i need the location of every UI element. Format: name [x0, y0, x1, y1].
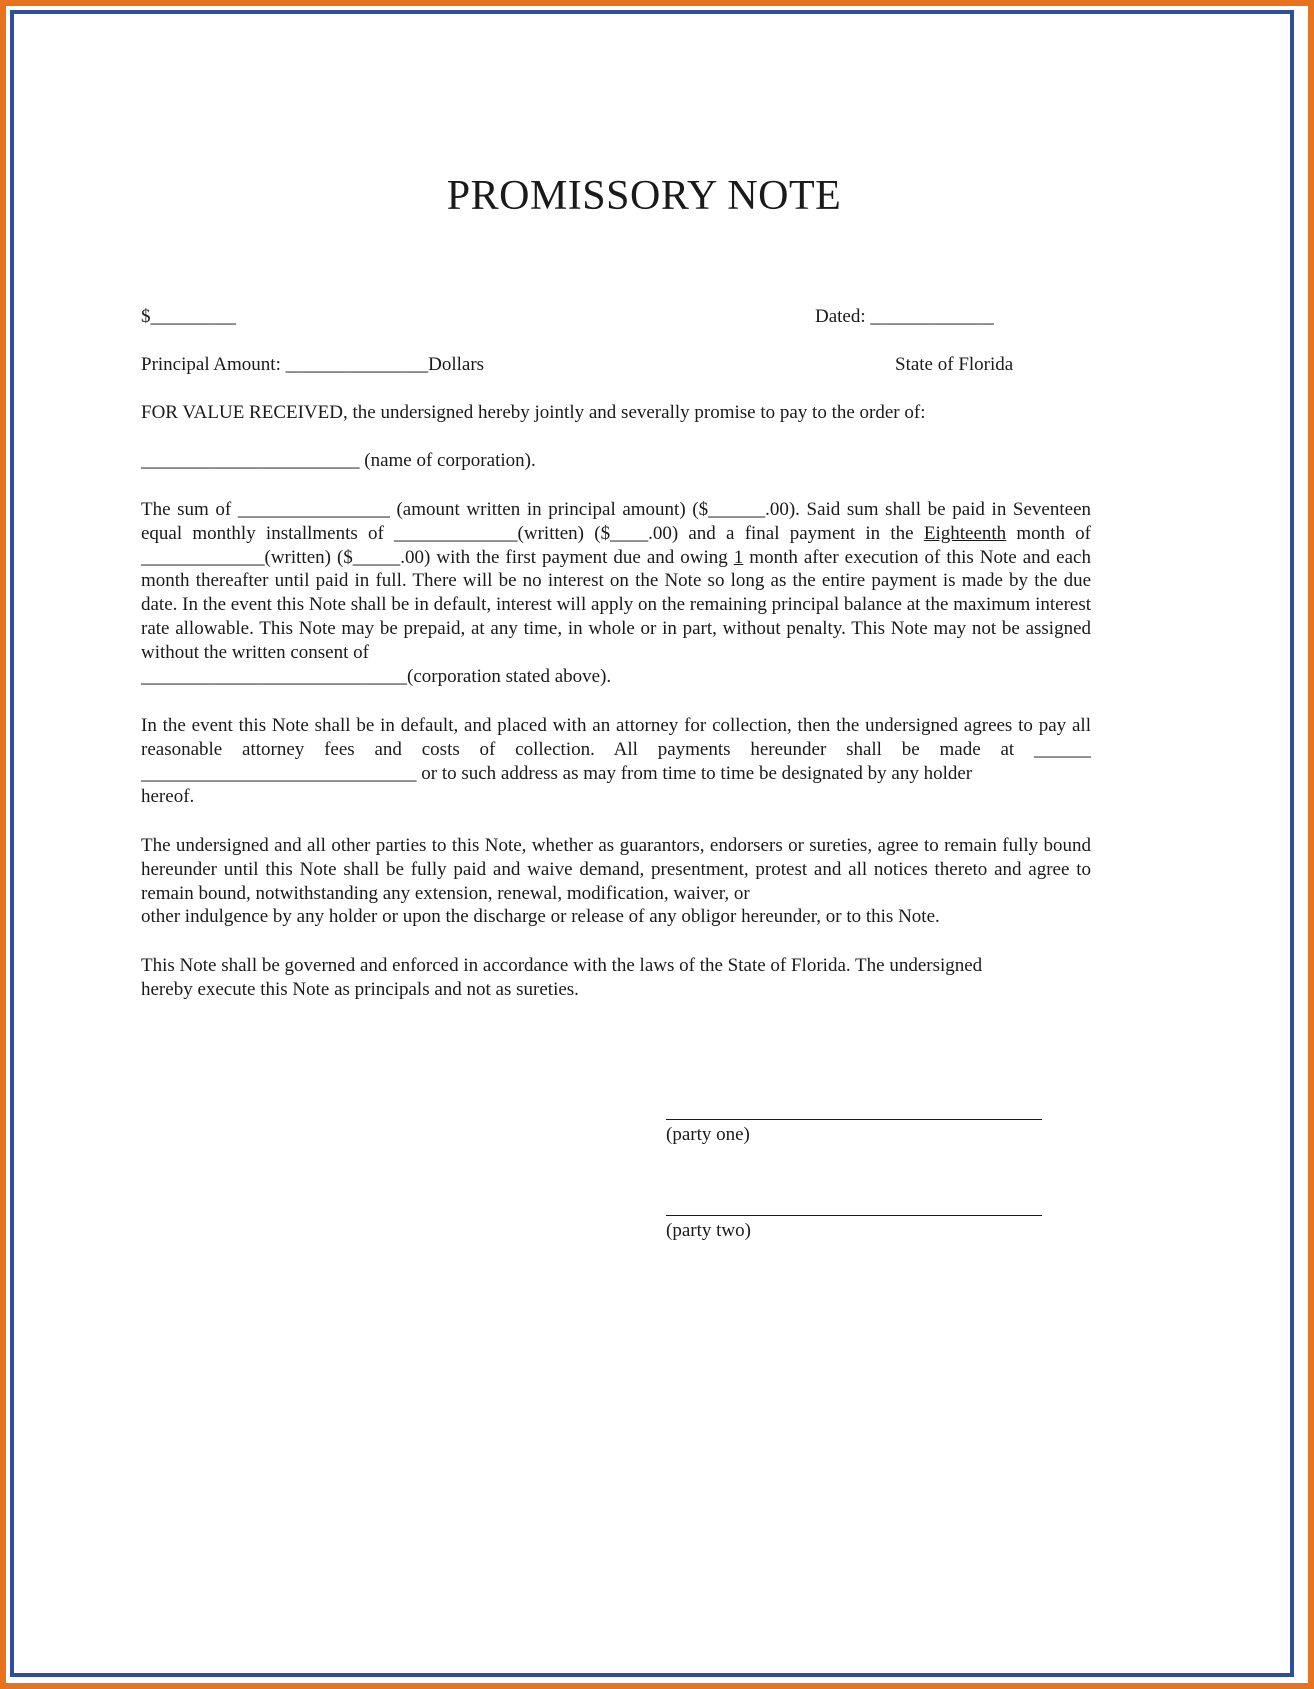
value-received-text: FOR VALUE RECEIVED, the undersigned hereby jointly and severally promise to pay to the order of: — [141, 402, 926, 423]
state-label: State of Florida — [895, 354, 1014, 375]
default-collection-paragraph — [141, 714, 1091, 809]
bound-parties-text: The undersigned and all other parties to this Note, whether as guarantors, endorsers or sureties, agree to remain fully bound hereunder until this Note shall be fully paid and waive demand, presentment, protest and all notices thereto and agree to remain bound, notwithstanding any extension, renewal, modification, waiver, or — [141, 835, 1091, 904]
payment-terms-text-4: ____________________________(corporation stated above). — [141, 665, 612, 687]
party-one-label: (party one) — [666, 1124, 750, 1145]
payment-terms-text-2: month of _____________(written) ($_____.00) with the first payment due and owing — [141, 522, 1091, 568]
party-two-label: (party two) — [666, 1220, 751, 1241]
document-title: PROMISSORY NOTE — [446, 173, 842, 219]
amount-field: $_________ — [141, 306, 236, 327]
dated-field: Dated: _____________ — [815, 306, 994, 327]
bound-parties-last-line: other indulgence by any holder or upon the discharge or release of any obligor hereunder, or to this Note. — [141, 906, 940, 928]
default-collection-text: In the event this Note shall be in default, and placed with an attorney for collection, then the undersigned agrees to pay all reasonable attorney fees and costs of collection. All payments hereunder shall be made at ______ _____________________________ or to such address as may from time to time be designated by any holder — [141, 715, 1091, 784]
party-one-signature-line — [666, 1119, 1042, 1120]
payment-terms-text-1: The sum of ________________ (amount written in principal amount) ($______.00). Said sum shall be paid in Seventeen equal monthly installments of _____________(written) ($____.00) and a final payment in the — [141, 499, 1091, 544]
governing-law-last-line: hereby execute this Note as principals and not as sureties. — [141, 978, 579, 1000]
default-collection-last-line: hereof. — [141, 786, 195, 808]
document-frame — [10, 10, 1294, 1677]
payment-terms-text-3: month after execution of this Note and each month thereafter until paid in full. There will be no interest on the Note so long as the entire payment is made by the due date. In the event this Note shall be in default, interest will apply on the remaining principal balance at the maximum interest rate allowable. This Note may be prepaid, at any time, in whole or in part, without penalty. This Note may not be assigned without the written consent of — [141, 546, 1091, 663]
document-page — [14, 14, 1290, 1673]
governing-law-text: This Note shall be governed and enforced in accordance with the laws of the State of Florida. The undersigned — [141, 955, 983, 976]
payment-terms-paragraph — [141, 498, 1091, 688]
principal-amount-field: Principal Amount: _______________Dollars — [141, 354, 485, 375]
corporation-name-field: _______________________ (name of corporation). — [141, 450, 536, 471]
bound-parties-paragraph — [141, 834, 1091, 929]
final-month-underlined: Eighteenth — [923, 522, 1007, 544]
party-two-signature-line — [666, 1215, 1042, 1216]
governing-law-paragraph — [141, 954, 1091, 1002]
months-count-underlined: 1 — [733, 546, 744, 568]
